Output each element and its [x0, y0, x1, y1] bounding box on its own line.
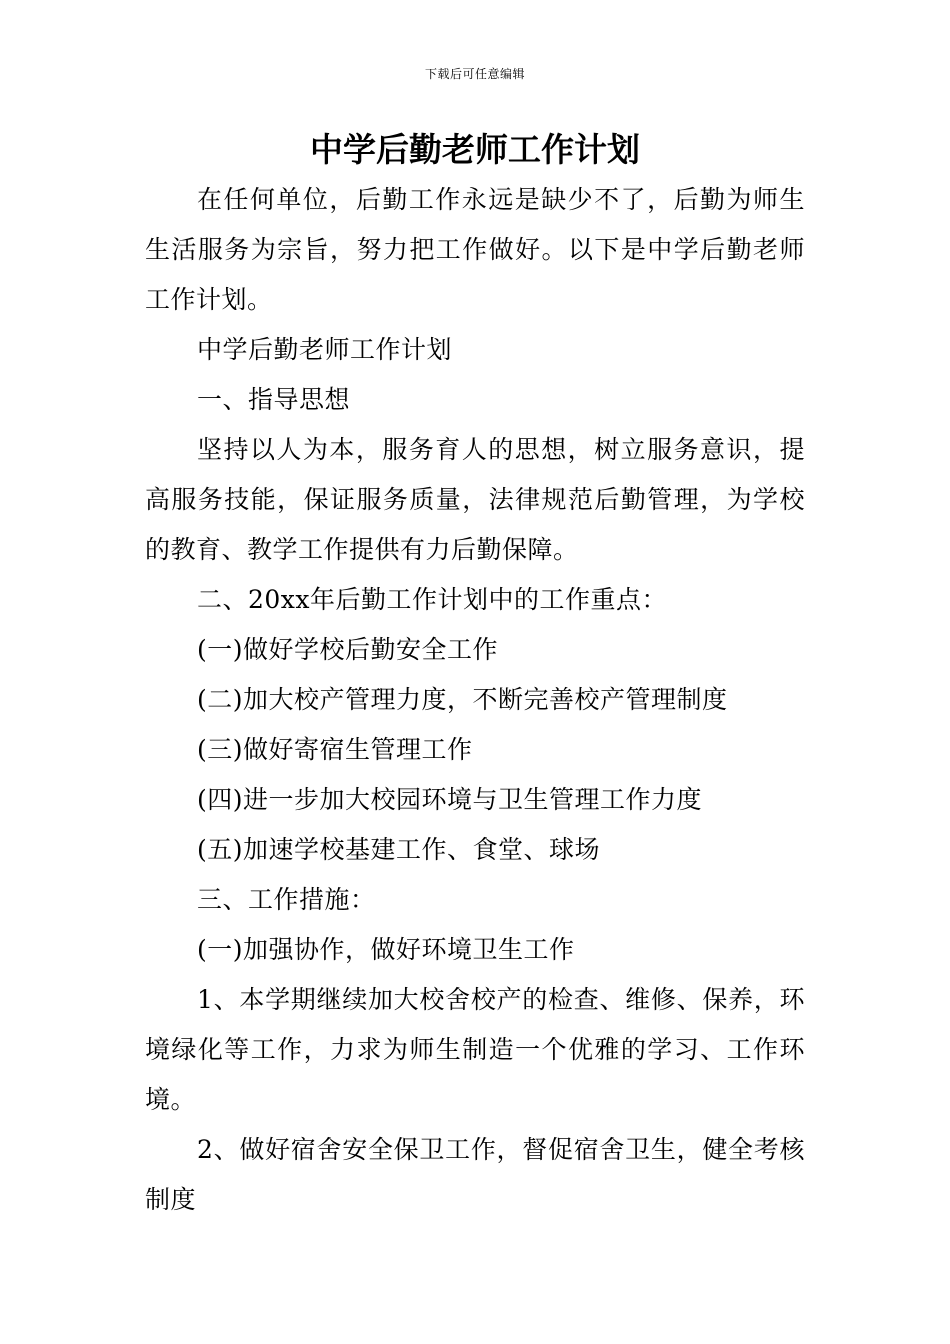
- subtitle-paragraph: 中学后勤老师工作计划: [197, 335, 453, 364]
- document-body: [145, 175, 805, 1225]
- header-note: 下载后可任意编辑: [424, 67, 525, 81]
- focus-item-2: (二)加大校产管理力度，不断完善校产管理制度: [197, 685, 728, 714]
- measure-heading-1: (一)加强协作，做好环境卫生工作: [197, 935, 575, 964]
- intro-paragraph: 在任何单位，后勤工作永远是缺少不了，后勤为师生生活服务为宗旨，努力把工作做好。以下是中学后勤老师工作计划。: [145, 185, 805, 314]
- measure-item-2: 2、做好宿舍安全保卫工作，督促宿舍卫生，健全考核制度: [145, 1135, 805, 1214]
- section-heading-1: 一、指导思想: [197, 385, 351, 414]
- section-heading-2: 二、20xx年后勤工作计划中的工作重点：: [197, 585, 668, 614]
- measure-item-1: 1、本学期继续加大校舍校产的检查、维修、保养，环境绿化等工作，力求为师生制造一个优雅的学习、工作环境。: [145, 985, 805, 1114]
- focus-item-3: (三)做好寄宿生管理工作: [197, 735, 473, 764]
- focus-item-5: (五)加速学校基建工作、食堂、球场: [197, 835, 601, 864]
- section-heading-3: 三、工作措施：: [197, 885, 376, 914]
- document-title: 中学后勤老师工作计划: [310, 130, 640, 169]
- focus-item-1: (一)做好学校后勤安全工作: [197, 635, 499, 664]
- guiding-thought-paragraph: 坚持以人为本，服务育人的思想，树立服务意识，提高服务技能，保证服务质量，法律规范后勤管理，为学校的教育、教学工作提供有力后勤保障。: [145, 435, 805, 564]
- focus-item-4: (四)进一步加大校园环境与卫生管理工作力度: [197, 785, 703, 814]
